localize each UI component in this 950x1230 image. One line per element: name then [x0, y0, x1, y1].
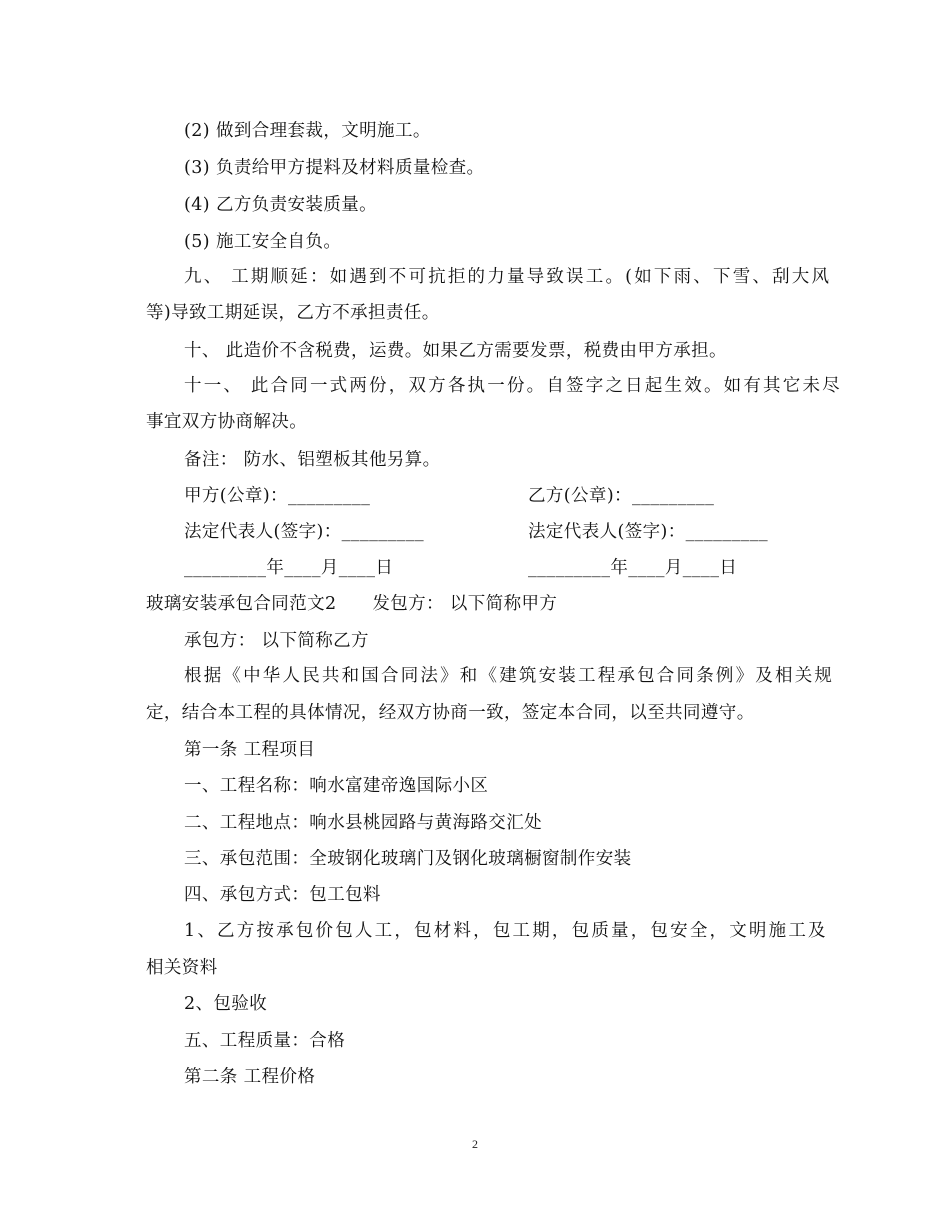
clause-item-2: (2) 做到合理套裁，文明施工。: [184, 121, 431, 141]
contract-scope: 三、承包范围：全玻钢化玻璃门及钢化玻璃橱窗制作安装: [184, 849, 632, 869]
project-name: 一、工程名称：响水富建帝逸国际小区: [184, 776, 489, 796]
method-item-2: 2、包验收: [184, 994, 268, 1014]
clause-item-4: (4) 乙方负责安装质量。: [184, 195, 378, 215]
basis-paragraph-line1: 根据《中华人民共和国合同法》和《建筑安装工程承包合同条例》及相关规: [184, 666, 835, 686]
remark-line: 备注： 防水、铝塑板其他另算。: [184, 450, 441, 470]
page-number: 2: [472, 1137, 478, 1151]
party-a-representative: 法定代表人(签字)：_________: [184, 522, 425, 542]
clause-nine-line2: 等)导致工期延误，乙方不承担责任。: [146, 303, 440, 323]
party-b-date: _________年____月____日: [528, 558, 738, 578]
basis-paragraph-line2: 定，结合本工程的具体情况，经双方协商一致，签定本合同，以至共同遵守。: [146, 703, 755, 723]
party-a-seal: 甲方(公章)：_________: [184, 486, 371, 506]
party-b-representative: 法定代表人(签字)：_________: [528, 522, 769, 542]
contract-method: 四、承包方式：包工包料: [184, 885, 381, 905]
method-item-1-line2: 相关资料: [146, 958, 218, 978]
contract-title-2: 玻璃安装承包合同范文2 发包方： 以下简称甲方: [146, 594, 558, 614]
article-one-heading: 第一条 工程项目: [184, 740, 316, 760]
contractor-line: 承包方： 以下简称乙方: [184, 631, 369, 651]
method-item-1-line1: 1、乙方按承包价包人工，包材料，包工期，包质量，包安全，文明施工及: [184, 921, 828, 941]
article-two-heading: 第二条 工程价格: [184, 1067, 316, 1087]
project-location: 二、工程地点：响水县桃园路与黄海路交汇处: [184, 813, 542, 833]
clause-nine-line1: 九、 工期顺延：如遇到不可抗拒的力量导致误工。(如下雨、下雪、刮大风: [184, 267, 832, 287]
clause-item-5: (5) 施工安全自负。: [184, 232, 342, 252]
party-b-seal: 乙方(公章)：_________: [528, 486, 715, 506]
clause-eleven-line2: 事宜双方协商解决。: [146, 412, 308, 432]
party-a-date: _________年____月____日: [184, 558, 394, 578]
clause-item-3: (3) 负责给甲方提料及材料质量检查。: [184, 158, 485, 178]
clause-eleven-line1: 十一、 此合同一式两份，双方各执一份。自签字之日起生效。如有其它未尽: [184, 376, 842, 396]
project-quality: 五、工程质量：合格: [184, 1031, 346, 1051]
clause-ten: 十、 此造价不含税费，运费。如果乙方需要发票，税费由甲方承担。: [184, 341, 727, 361]
